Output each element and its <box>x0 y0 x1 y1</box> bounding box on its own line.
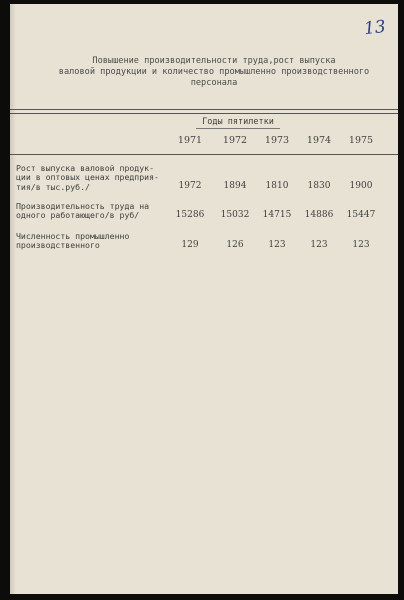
table-cell: 1810 <box>265 181 289 191</box>
year-header: 1975 <box>348 135 374 146</box>
table-cell: 123 <box>352 240 370 250</box>
table-cell: 14715 <box>262 210 292 220</box>
table-cell: 1830 <box>307 181 331 191</box>
table-top-rule <box>10 109 398 110</box>
row-label-gross-output <box>16 164 166 192</box>
table-cell: 15032 <box>220 210 250 220</box>
title-line: валовой продукции и количество промышленно производственного <box>58 67 370 78</box>
page-number: 13 <box>363 16 387 40</box>
row-label-headcount <box>16 232 166 251</box>
row-label-line: тия/в тыс.руб./ <box>16 181 90 192</box>
year-header: 1974 <box>306 135 332 146</box>
table-cell: 15286 <box>175 210 205 220</box>
table-cell: 1972 <box>178 181 202 191</box>
table-cell: 14886 <box>304 210 334 220</box>
table-cell: 1900 <box>349 181 373 191</box>
table-cell: 126 <box>226 240 244 250</box>
table-cell: 123 <box>268 240 286 250</box>
table-cell: 15447 <box>346 210 376 220</box>
row-label-line: Рост выпуска валовой продук- <box>16 163 155 173</box>
row-label-line: производственного <box>16 240 100 251</box>
title-line: персонала <box>190 78 238 89</box>
table-top-rule-double <box>10 113 398 114</box>
table-cell: 129 <box>181 240 199 250</box>
title-line: Повышение производительности труда,рост выпуска <box>92 56 336 66</box>
row-label-productivity <box>16 202 166 221</box>
table-cell: 1894 <box>223 181 247 191</box>
year-header: 1972 <box>222 135 248 146</box>
table-group-header: Годы пятилетки <box>196 117 280 129</box>
year-header: 1971 <box>177 135 203 146</box>
row-label-line: Производительность труда на <box>16 201 150 211</box>
row-label-line: Численность промышленно <box>16 231 130 241</box>
row-label-line: одного работающего/в руб/ <box>16 210 140 221</box>
table-header-rule <box>10 154 398 155</box>
year-header: 1973 <box>264 135 290 146</box>
document-title <box>24 56 404 90</box>
row-label-line: ции в оптовых ценах предприя- <box>16 172 159 183</box>
document-page <box>10 4 398 594</box>
table-cell: 123 <box>310 240 328 250</box>
